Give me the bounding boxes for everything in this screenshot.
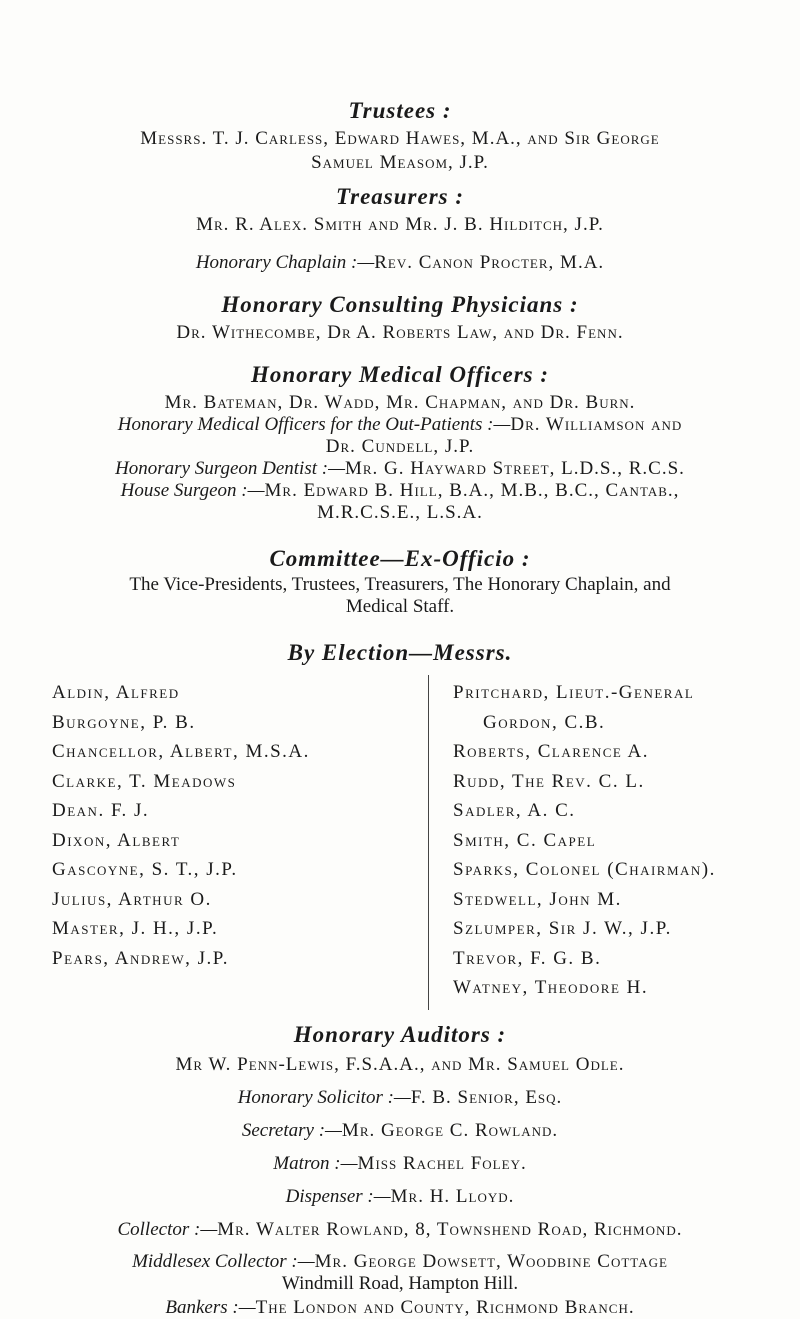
member-name: Trevor, F. G. B. [453, 947, 602, 969]
house-surgeon-line-2: M.R.C.S.E., L.S.A. [317, 502, 483, 523]
collector-line [0, 1219, 800, 1241]
member-name: Sparks, Colonel (Chairman). [453, 859, 716, 880]
member-name: Master, J. H., J.P. [52, 918, 219, 939]
member-name: Julius, Arthur O. [52, 888, 212, 910]
house-surgeon-label: House Surgeon :— [120, 480, 265, 501]
bankers-label: Bankers :— [165, 1297, 256, 1318]
outpatients-label: Honorary Medical Officers for the Out-Patients :— [117, 414, 511, 435]
matron-label: Matron :— [273, 1153, 358, 1174]
member-name: Burgoyne, P. B. [52, 711, 196, 733]
outpatients-line-2: Dr. Cundell, J.P. [325, 436, 475, 457]
middlesex-collector-line [0, 1251, 800, 1273]
auditors-heading: Honorary Auditors : [293, 1022, 507, 1047]
committee-line-2: Medical Staff. [345, 596, 455, 617]
bankers-line [0, 1297, 800, 1319]
middlesex-collector-text: Mr. George Dowsett, Woodbine Cottage [314, 1251, 668, 1272]
member-name: Dixon, Albert [52, 829, 181, 851]
secretary-line [0, 1120, 800, 1142]
middlesex-collector-line-2: Windmill Road, Hampton Hill. [281, 1273, 519, 1294]
committee-heading: Committee—Ex-Officio : [269, 546, 531, 571]
trustees-line-2: Samuel Measom, J.P. [311, 152, 489, 173]
committee-left-column [52, 678, 310, 973]
secretary-text: Mr. George C. Rowland. [341, 1120, 559, 1141]
member-name: Szlumper, Sir J. W., J.P. [453, 918, 672, 939]
solicitor-line [0, 1087, 800, 1109]
column-divider [428, 675, 429, 1010]
collector-text: Mr. Walter Rowland, 8, Townshend Road, Richmond. [217, 1219, 683, 1240]
dispenser-text: Mr. H. Lloyd. [390, 1186, 515, 1207]
member-name: Stedwell, John M. [453, 888, 622, 910]
member-name: Clarke, T. Meadows [52, 770, 237, 792]
solicitor-text: F. B. Senior, Esq. [410, 1087, 563, 1108]
medical-line-1: Mr. Bateman, Dr. Wadd, Mr. Chapman, and Dr. Burn. [164, 392, 636, 413]
member-name: Pritchard, Lieut.-General [453, 682, 695, 703]
chaplain-text: Rev. Canon Procter, M.A. [374, 252, 605, 273]
outpatients-line [0, 414, 800, 436]
dispenser-label: Dispenser :— [285, 1186, 391, 1207]
matron-line [0, 1153, 800, 1175]
member-name: Pears, Andrew, J.P. [52, 947, 229, 969]
election-heading: By Election—Messrs. [287, 640, 513, 665]
member-name: Dean. F. J. [52, 800, 150, 821]
member-name: Sadler, A. C. [453, 800, 576, 821]
member-name: Watney, Theodore H. [453, 977, 649, 998]
secretary-label: Secretary :— [241, 1120, 342, 1141]
house-surgeon-text: Mr. Edward B. Hill, B.A., M.B., B.C., Cantab., [264, 480, 680, 501]
treasurers-heading: Treasurers : [335, 184, 465, 209]
medical-heading: Honorary Medical Officers : [250, 362, 550, 387]
consulting-heading: Honorary Consulting Physicians : [221, 292, 579, 317]
dentist-label: Honorary Surgeon Dentist :— [115, 458, 345, 479]
consulting-line-1: Dr. Withecombe, Dr A. Roberts Law, and Dr. Fenn. [176, 322, 624, 343]
committee-line-1: The Vice-Presidents, Trustees, Treasurers, The Honorary Chaplain, and [129, 574, 671, 595]
collector-label: Collector :— [117, 1219, 218, 1240]
member-name: Gascoyne, S. T., J.P. [52, 859, 238, 880]
member-name: Roberts, Clarence A. [453, 741, 650, 762]
committee-right-column [453, 678, 716, 1003]
solicitor-label: Honorary Solicitor :— [237, 1087, 411, 1108]
member-name: Chancellor, Albert, M.S.A. [52, 741, 310, 762]
chaplain-line [0, 252, 800, 274]
middlesex-collector-label: Middlesex Collector :— [132, 1251, 315, 1272]
dentist-text: Mr. G. Hayward Street, L.D.S., R.C.S. [344, 458, 685, 479]
dentist-line [0, 458, 800, 480]
chaplain-label: Honorary Chaplain :— [195, 252, 375, 273]
auditors-line-1: Mr W. Penn-Lewis, F.S.A.A., and Mr. Samuel Odle. [175, 1054, 625, 1075]
house-surgeon-line [0, 480, 800, 502]
matron-text: Miss Rachel Foley. [357, 1153, 527, 1174]
bankers-text: The London and County, Richmond Branch. [255, 1297, 635, 1318]
member-name: Smith, C. Capel [453, 829, 597, 851]
member-name: Aldin, Alfred [52, 682, 180, 703]
outpatients-text: Dr. Williamson and [510, 414, 683, 435]
treasurers-line-1: Mr. R. Alex. Smith and Mr. J. B. Hilditch, J.P. [196, 214, 604, 235]
dispenser-line [0, 1186, 800, 1208]
trustees-heading: Trustees : [348, 98, 452, 123]
trustees-line-1: Messrs. T. J. Carless, Edward Hawes, M.A., and Sir George [140, 128, 660, 149]
member-name: Rudd, The Rev. C. L. [453, 770, 645, 792]
member-name: Gordon, C.B. [483, 711, 606, 733]
